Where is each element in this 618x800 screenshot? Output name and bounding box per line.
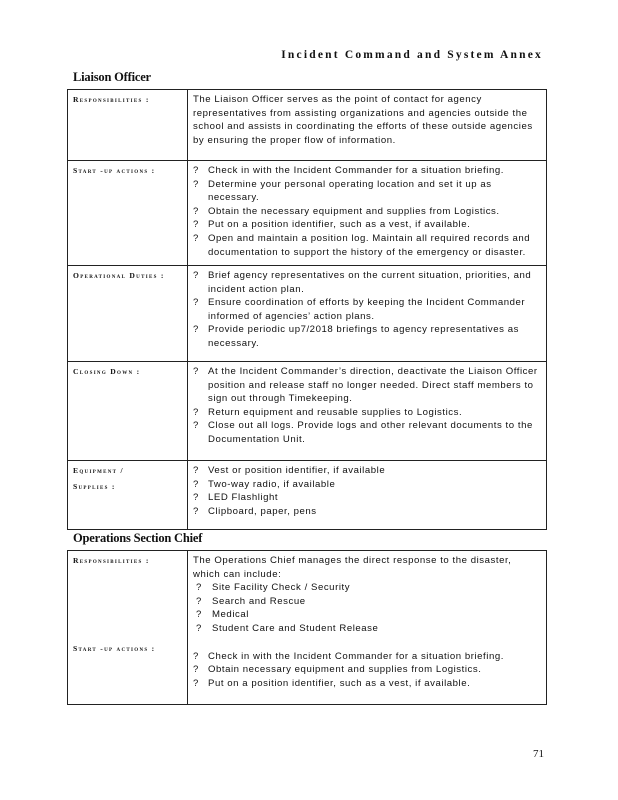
list-item: ? Search and Rescue (196, 595, 306, 607)
list-item: ? Vest or position identifier, if available (193, 465, 386, 476)
list-item: ? At the Incident Commander’s direction, deactivate the Liaison Officer position and release staff no longer needed. Direct staff members to sign out through Timekeeping. (193, 366, 538, 405)
responsibilities-text: The Operations Chief manages the direct response to the disaster, which can include: (193, 555, 512, 580)
list-item: ? Check in with the Incident Commander for a situation briefing. (193, 165, 504, 176)
list-item: ? Student Care and Student Release (196, 622, 379, 634)
operations-chief-table (67, 550, 547, 705)
bullet-icon: ? (193, 178, 199, 190)
operations-content (188, 551, 546, 704)
list-item: ? Obtain necessary equipment and supplies from Logistics. (193, 664, 482, 676)
list-item: ? Put on a position identifier, such as a vest, if available. (193, 677, 471, 689)
bullet-icon: ? (193, 650, 199, 662)
bullet-icon: ? (193, 219, 199, 231)
list-item: ? Brief agency representatives on the current situation, priorities, and incident action plan. (193, 270, 532, 295)
list-item: ? LED Flashlight (193, 492, 279, 504)
bullet-icon: ? (193, 465, 199, 476)
bullet-icon: ? (193, 270, 199, 281)
list-item: ? Two-way radio, if available (193, 478, 336, 490)
bullet-icon: ? (193, 324, 199, 336)
bullet-icon: ? (193, 406, 199, 418)
bullet-icon: ? (193, 297, 199, 309)
bullet-icon: ? (196, 595, 202, 607)
list-item: ? Provide periodic up7/2018 briefings to agency representatives as necessary. (193, 324, 519, 349)
bullet-icon: ? (193, 165, 199, 176)
page-number: 71 (533, 748, 544, 760)
liaison-closing-row (68, 361, 546, 460)
startup-actions-list (188, 161, 546, 265)
equipment-supplies-label (68, 461, 188, 529)
operational-duties-list (188, 266, 546, 361)
startup-actions-label: Start -up actions : (68, 161, 188, 265)
equipment-supplies-list (188, 461, 546, 529)
bullet-icon: ? (193, 205, 199, 217)
bullet-icon: ? (196, 609, 202, 621)
list-item: ? Close out all logs. Provide logs and other relevant documents to the Documentation Unit. (193, 420, 533, 445)
equipment-label-line1: Equipment / (73, 466, 124, 475)
page-header-title: Incident Command and System Annex (281, 49, 543, 61)
list-item: ? Determine your personal operating location and set it up as necessary. (193, 178, 492, 204)
list-item: ? Return equipment and reusable supplies to Logistics. (193, 406, 463, 418)
closing-down-list (188, 362, 546, 460)
bullet-icon: ? (196, 622, 202, 634)
responsibilities-label: Responsibilities : (73, 556, 150, 565)
list-item: ? Put on a position identifier, such as a vest, if available. (193, 219, 471, 231)
responsibilities-text: The Liaison Officer serves as the point of contact for agency representatives from assisting organizations and agencies outside the school and assists in coordinating the efforts of these outside agencies by ensuring the proper flow of information. (193, 94, 533, 146)
list-item: ? Clipboard, paper, pens (193, 505, 317, 517)
bullet-icon: ? (193, 505, 199, 517)
bullet-icon: ? (193, 664, 199, 676)
bullet-icon: ? (193, 232, 199, 244)
list-item: ? Site Facility Check / Security (196, 582, 351, 594)
list-item: ? Ensure coordination of efforts by keeping the Incident Commander informed of agencies’ action plans. (193, 297, 526, 322)
liaison-operational-row (68, 265, 546, 361)
list-item: ? Medical (196, 609, 249, 621)
list-item: ? Check in with the Incident Commander for a situation briefing. (193, 650, 504, 662)
list-item: ? Obtain the necessary equipment and supplies from Logistics. (193, 205, 500, 217)
list-item: ? Open and maintain a position log. Maintain all required records and documentation to support the history of the emergency or disaster. (193, 232, 531, 258)
startup-actions-label: Start -up actions : (73, 644, 156, 653)
bullet-icon: ? (193, 677, 199, 689)
bullet-icon: ? (193, 366, 199, 377)
bullet-icon: ? (193, 492, 199, 504)
equipment-label-line2: Supplies : (73, 482, 116, 491)
operations-combined-row (68, 551, 546, 704)
liaison-responsibilities-row (68, 90, 546, 160)
liaison-equipment-row (68, 460, 546, 529)
responsibilities-label: Responsibilities : (68, 90, 188, 160)
closing-down-label: Closing Down : (68, 362, 188, 460)
bullet-icon: ? (193, 420, 199, 432)
liaison-startup-row (68, 160, 546, 265)
operational-duties-label: Operational Duties : (68, 266, 188, 361)
liaison-officer-heading: Liaison Officer (73, 70, 151, 84)
liaison-officer-table (67, 89, 547, 530)
bullet-icon: ? (196, 582, 202, 594)
operations-labels (68, 551, 188, 704)
operations-chief-heading: Operations Section Chief (73, 531, 203, 545)
bullet-icon: ? (193, 478, 199, 490)
